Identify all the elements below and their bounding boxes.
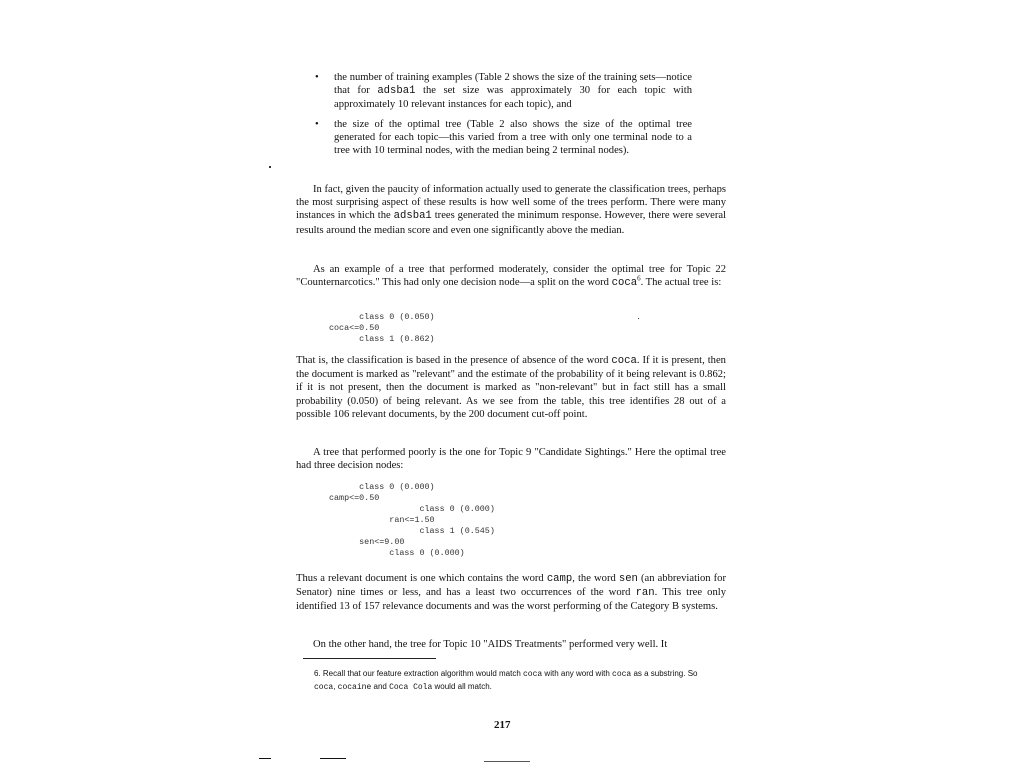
bullet-icon: • [315,118,319,130]
code-term: sen [618,573,638,585]
footnote: 6. Recall that our feature extraction algorithm would match coca with any word with coca as a substring. So coca, cocaine and Coca Cola would all match. [314,669,698,692]
bullet-item-tree-size: • the size of the optimal tree (Table 2 also shows the size of the optimal tree generated for each topic—this varied from a tree with only one terminal node to a tree with 10 terminal nodes, with the median being 2 terminal nodes). [315,118,692,157]
scan-mark [484,761,530,762]
paragraph-aids-treatments: On the other hand, the tree for Topic 10 "AIDS Treatments" performed very well. It [313,639,668,650]
bullet-icon: • [315,72,319,83]
scan-speck [269,166,271,168]
code-term: coca [611,355,637,367]
bullet-list [312,71,692,163]
bullet-item-training-examples: • the number of training examples (Table 2 shows the size of the training sets—notice that for adsba1 the set size was approximately 30 for each topic with approximately 10 relevant instances for each topic), and [315,72,692,111]
page-number: 217 [494,719,511,731]
tree-candidate-sightings: class 0 (0.000) camp<=0.50 class 0 (0.000) ran<=1.50 class 1 (0.545) sen<=9.00 class 0 (0.000) [329,482,495,558]
tree-counternarcotics: class 0 (0.050) coca<=0.50 class 1 (0.862) [329,312,435,344]
code-term: camp [546,573,573,585]
scan-mark [259,758,271,759]
paragraph-poor-example: A tree that performed poorly is the one for Topic 9 "Candidate Sightings." Here the optimal tree had three decision nodes: [296,447,726,472]
footnote-rule [303,658,436,659]
paragraph-classification-explained: That is, the classification is based in the presence of absence of the word coca. If it is present, then the document is marked as "relevant" and the estimate of the probability of it being relevant is 0.862; if it is not present, then the document is marked as "non-relevant" but in fact still has a small probability (0.050) of being relevant. As we see from the table, this tree identifies 28 out of a possible 106 relevant documents, by the 200 document cut-off point. [296,355,726,420]
scan-speck [638,318,639,319]
code-term: ran [635,587,655,600]
scan-mark [320,758,346,759]
code-term: coca [611,277,638,290]
code-term: adsba1 [393,210,432,223]
paragraph-paucity: In fact, given the paucity of information actually used to generate the classification trees, perhaps the most surprising aspect of these results is how well some of the trees perform. There were many instances in which the adsba1 trees generated the minimum response. However, there were several results around the median score and even one significantly above the median. [296,184,727,236]
paragraph-relevant-document: Thus a relevant document is one which contains the word camp, the word sen (an abbreviation for Senator) nine times or less, and has a least two occurrences of the word ran. This tree only identified 13 of 157 relevance documents and was the worst performing of the Category B systems. [296,573,726,613]
code-term: adsba1 [377,85,416,98]
paragraph-moderate-example: As an example of a tree that performed moderately, consider the optimal tree for Topic 22 "Counternarcotics." This had only one decision node—a split on the word coca$^6$. The actual tree is: [296,264,726,290]
footnote-ref: 6 [637,274,641,283]
